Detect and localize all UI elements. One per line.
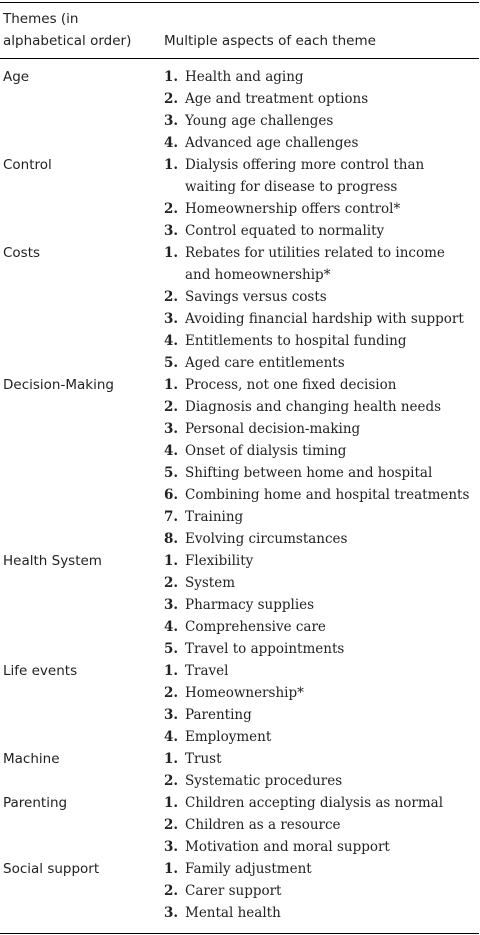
aspect-text: Aged care entitlements [185,355,345,371]
theme-name: Machine [3,751,60,767]
theme-name: Health System [3,553,102,569]
aspect-text: Homeownership* [185,685,304,701]
aspect-text: Systematic procedures [185,773,343,789]
aspect-text: Age and treatment options [185,91,369,107]
aspect-item [164,616,479,638]
aspect-number: 4. [164,729,179,745]
aspect-number: 3. [164,707,179,723]
aspect-item [164,110,479,132]
theme-row [0,374,479,550]
theme-name: Parenting [3,795,68,811]
aspect-item [164,132,479,154]
aspect-text: Young age challenges [185,113,334,129]
aspect-number: 1. [164,751,179,767]
aspect-item [164,792,479,814]
theme-name: Social support [3,861,100,877]
aspect-list [164,66,479,154]
aspect-number: 3. [164,597,179,613]
aspect-item [164,484,479,506]
aspect-item [164,836,479,858]
aspect-text: Trust [185,751,222,767]
aspect-number: 3. [164,839,179,855]
aspect-number: 4. [164,135,179,151]
aspect-number: 3. [164,223,179,239]
aspect-text: Comprehensive care [185,619,326,635]
aspect-number: 1. [164,377,179,393]
aspect-item [164,66,479,88]
aspect-item [164,418,479,440]
aspect-text: Diagnosis and changing health needs [185,399,442,415]
aspect-item [164,440,479,462]
theme-name: Age [3,69,30,85]
aspect-text: Children accepting dialysis as normal [185,795,444,811]
aspect-number: 5. [164,355,179,371]
aspect-text: Personal decision-making [185,421,361,437]
aspect-item [164,858,479,880]
aspect-number: 5. [164,465,179,481]
theme-row [0,660,479,748]
aspect-number: 3. [164,113,179,129]
aspect-item [164,902,479,924]
aspect-number: 7. [164,509,179,525]
theme-name: Costs [3,245,41,261]
aspect-number: 2. [164,289,179,305]
aspect-text: Family adjustment [185,861,312,877]
aspect-text: Mental health [185,905,281,921]
aspect-item [164,220,479,242]
aspect-item [164,528,479,550]
aspect-number: 1. [164,69,179,85]
aspect-item [164,242,479,286]
aspect-text: Travel to appointments [185,641,345,657]
aspect-number: 8. [164,531,179,547]
aspect-text: Dialysis offering more control than waiting for disease to progress [185,157,425,195]
aspect-number: 1. [164,795,179,811]
aspect-number: 2. [164,773,179,789]
theme-row [0,858,479,924]
aspect-text: Combining home and hospital treatments [185,487,470,503]
aspect-text: Children as a resource [185,817,341,833]
aspect-number: 2. [164,883,179,899]
header-themes: Themes (in alphabetical order) [3,11,132,49]
aspect-text: Carer support [185,883,282,899]
aspect-number: 4. [164,619,179,635]
aspect-item [164,330,479,352]
aspect-number: 1. [164,663,179,679]
aspect-item [164,352,479,374]
table-header [0,3,479,59]
aspect-item [164,286,479,308]
aspect-number: 3. [164,905,179,921]
aspect-text: Rebates for utilities related to income and homeownership* [185,245,445,283]
themes-table [0,2,479,934]
aspect-number: 5. [164,641,179,657]
aspect-item [164,594,479,616]
aspect-text: Advanced age challenges [185,135,359,151]
aspect-item [164,660,479,682]
aspect-text: System [185,575,236,591]
theme-row [0,154,479,242]
aspect-item [164,308,479,330]
aspect-item [164,198,479,220]
aspect-list [164,858,479,924]
aspect-number: 2. [164,399,179,415]
aspect-list [164,748,479,792]
aspect-item [164,396,479,418]
aspect-item [164,506,479,528]
theme-row [0,66,479,154]
aspect-item [164,462,479,484]
aspect-text: Motivation and moral support [185,839,390,855]
theme-name: Control [3,157,52,173]
aspect-text: Travel [185,663,229,679]
aspect-item [164,704,479,726]
aspect-number: 2. [164,685,179,701]
aspect-text: Homeownership offers control* [185,201,401,217]
aspect-number: 6. [164,487,179,503]
aspect-list [164,660,479,748]
header-aspects: Multiple aspects of each theme [164,33,376,49]
aspect-item [164,154,479,198]
aspect-text: Pharmacy supplies [185,597,315,613]
aspect-item [164,374,479,396]
aspect-text: Process, not one fixed decision [185,377,397,393]
aspect-list [164,374,479,550]
theme-row [0,792,479,858]
aspect-text: Training [185,509,244,525]
theme-row [0,242,479,374]
aspect-number: 4. [164,333,179,349]
aspect-item [164,880,479,902]
aspect-item [164,726,479,748]
aspect-number: 4. [164,443,179,459]
theme-row [0,550,479,660]
aspect-item [164,88,479,110]
aspect-item [164,550,479,572]
aspect-list [164,242,479,374]
aspect-list [164,792,479,858]
aspect-text: Control equated to normality [185,223,385,239]
aspect-item [164,638,479,660]
table-body [0,59,479,933]
aspect-number: 2. [164,575,179,591]
aspect-text: Savings versus costs [185,289,327,305]
aspect-item [164,770,479,792]
aspect-item [164,748,479,770]
aspect-text: Employment [185,729,272,745]
aspect-text: Shifting between home and hospital [185,465,433,481]
aspect-item [164,682,479,704]
aspect-text: Avoiding financial hardship with support [185,311,464,327]
aspect-number: 3. [164,421,179,437]
aspect-number: 2. [164,91,179,107]
theme-name: Decision-Making [3,377,114,393]
aspect-text: Evolving circumstances [185,531,348,547]
aspect-text: Entitlements to hospital funding [185,333,407,349]
aspect-number: 2. [164,817,179,833]
aspect-list [164,550,479,660]
aspect-number: 1. [164,553,179,569]
aspect-text: Flexibility [185,553,254,569]
aspect-text: Onset of dialysis timing [185,443,347,459]
theme-name: Life events [3,663,78,679]
aspect-number: 3. [164,311,179,327]
aspect-number: 1. [164,861,179,877]
aspect-text: Health and aging [185,69,304,85]
aspect-list [164,154,479,242]
aspect-number: 1. [164,157,179,173]
theme-row [0,748,479,792]
aspect-item [164,572,479,594]
aspect-number: 1. [164,245,179,261]
aspect-number: 2. [164,201,179,217]
aspect-text: Parenting [185,707,252,723]
aspect-item [164,814,479,836]
